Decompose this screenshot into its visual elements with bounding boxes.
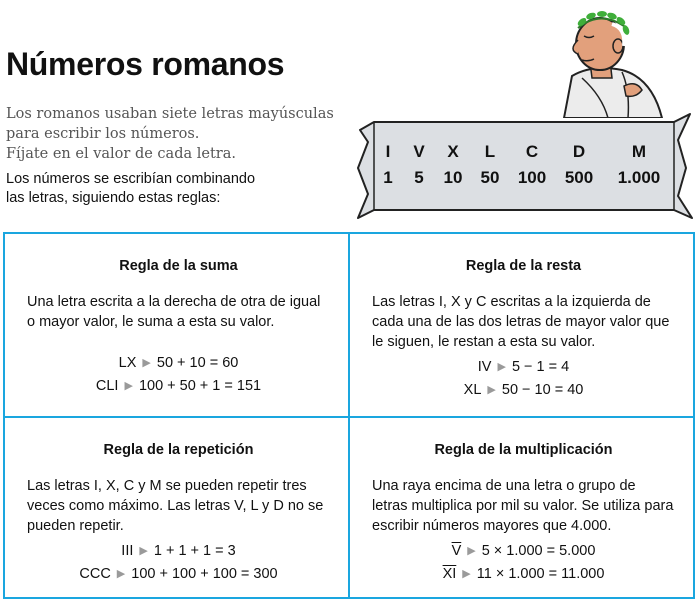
rule-title: Regla de la multiplicación [434,442,613,458]
numeral-value: 100 [517,168,547,187]
rules-intro-line: Los números se escribían combinando [6,171,256,187]
arrow-icon: ▶ [124,380,133,392]
example-numeral: CCC [79,566,111,582]
rule-title: Regla de la repetición [103,442,254,458]
example-expression: 50 + 10 = 60 [156,355,239,371]
example-row [372,563,675,586]
page-title: Números romanos [6,46,285,82]
numeral-value: 500 [564,168,594,187]
numeral-table [374,142,674,188]
numeral-letter: C [525,142,539,161]
intro-line: Los romanos usaban siete letras mayúsculas [6,106,334,122]
rule-examples [372,356,675,402]
example-numeral: XL [463,382,482,398]
arrow-icon: ▶ [487,384,496,396]
example-row [27,352,330,375]
rule-examples [27,352,330,398]
example-row [372,379,675,402]
example-numeral: IV [477,359,492,375]
example-row [372,356,675,379]
numeral-value: 5 [414,168,424,187]
rule-examples [372,540,675,586]
example-numeral: CLI [95,378,119,394]
intro-line: para escribir los números. [6,126,200,142]
rule-title: Regla de la resta [465,258,582,274]
rule-card-resta [350,234,693,418]
rule-examples [27,540,330,586]
example-numeral: $\overline{XI}$ [442,566,457,582]
arrow-icon: ▶ [497,361,506,373]
example-expression: 100 + 50 + 1 = 151 [138,378,262,394]
arrow-icon: ▶ [462,568,471,580]
example-expression: 50 − 10 = 40 [501,382,584,398]
arrow-icon: ▶ [467,545,476,557]
example-row [27,540,330,563]
numeral-letter: L [484,142,496,161]
example-row [27,375,330,398]
roman-emperor-illustration [512,6,672,118]
numeral-value: 1.000 [617,168,661,187]
numeral-letters-row [374,142,674,162]
rule-title: Regla de la suma [119,258,238,274]
intro-line: Fíjate en el valor de cada letra. [6,146,236,162]
numeral-letter: D [572,142,586,161]
rule-description: Las letras I, X, C y M se pueden repetir tres veces como máximo. Las letras V, L y D no se pueden repetir. [27,478,324,534]
rules-intro-text [6,170,326,208]
rules-intro-line: las letras, siguiendo estas reglas: [6,190,221,206]
example-expression: 1 + 1 + 1 = 3 [153,543,236,559]
arrow-icon: ▶ [116,568,126,580]
rule-description: Las letras I, X y C escritas a la izquierda de cada una de las dos letras de mayor valor que le siguen, le restan a esta su valor. [372,294,670,350]
example-row [27,563,330,586]
arrow-icon: ▶ [142,357,151,369]
example-numeral: III [121,543,134,559]
numeral-scroll [352,110,698,222]
rule-description: Una raya encima de una letra o grupo de letras multiplica por mil su valor. Se utiliza para escribir números mayores que 4.000. [372,478,674,534]
numeral-letter: I [385,142,391,161]
example-numeral: $\overline{V}$ [451,543,462,559]
arrow-icon: ▶ [139,545,148,557]
example-expression: 5 − 1 = 4 [511,359,570,375]
rule-card-multiplicacion [350,418,693,597]
example-numeral: LX [118,355,137,371]
numeral-letter: X [447,142,459,161]
rule-description: Una letra escrita a la derecha de otra de igual o mayor valor, le suma a esta su valor. [27,294,321,330]
example-expression: 11 × 1.000 = 11.000 [476,566,605,582]
intro-text [6,104,346,164]
rule-card-suma [5,234,350,418]
rules-grid [3,232,695,599]
numeral-letter: M [631,142,647,161]
numeral-value: 1 [383,168,393,187]
numeral-value: 50 [480,168,500,187]
numeral-values-row [374,168,674,188]
example-row [372,540,675,563]
numeral-letter: V [413,142,425,161]
example-expression: 5 × 1.000 = 5.000 [481,543,596,559]
rule-card-repeticion [5,418,350,597]
example-expression: 100 + 100 + 100 = 300 [131,566,278,582]
numeral-value: 10 [443,168,463,187]
